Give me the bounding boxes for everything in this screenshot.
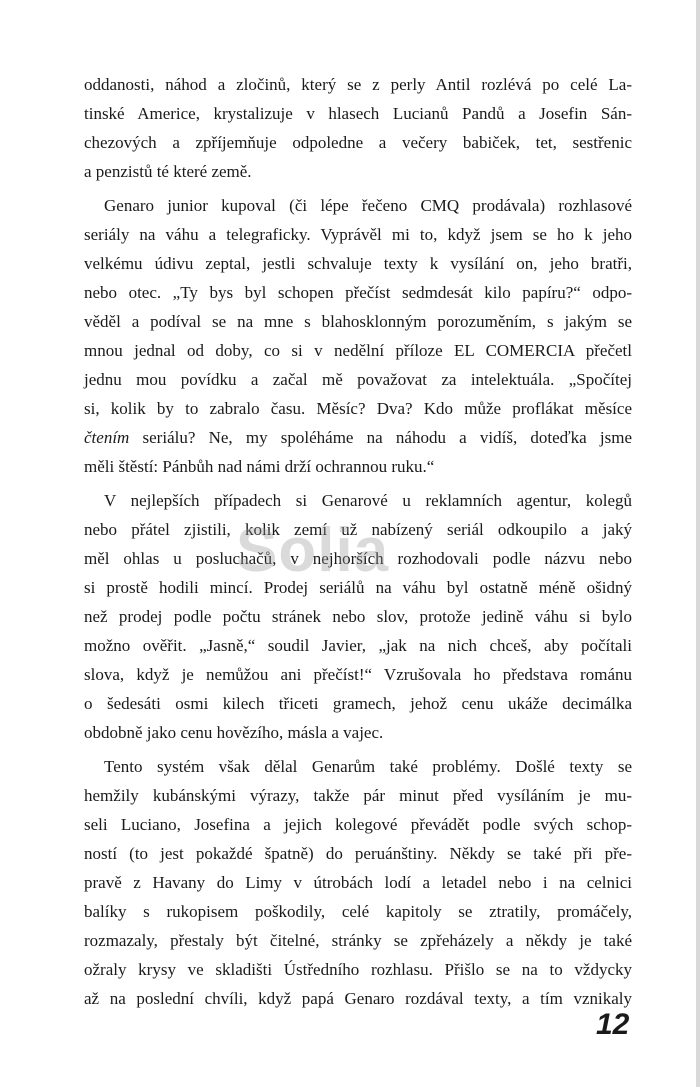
paragraph xyxy=(84,486,632,747)
text-line: věděl a podíval se na mne s blahosklonným porozuměním, s jakým se xyxy=(84,312,632,331)
text-line: tinské Americe, krystalizuje v hlasech Lucianů Pandů a Josefin Sán- xyxy=(84,104,632,123)
book-page-text xyxy=(84,70,632,1018)
text-line: velkému údivu zeptal, jestli schvaluje texty k vysílání on, jeho bratři, xyxy=(84,254,632,273)
text-line: mnou jednal od doby, co si v nedělní příloze EL COMERCIA přečetl xyxy=(84,341,632,360)
watermark-text: Solia xyxy=(236,516,390,585)
text-line: měl ohlas u posluchačů, v nejhorších rozhodovali podle názvu nebo xyxy=(84,549,632,568)
text-line: balíky s rukopisem poškodily, celé kapitoly se ztratily, promáčely, xyxy=(84,902,632,921)
page-number: 12 xyxy=(596,1008,630,1041)
text-line: až na poslední chvíli, když papá Genaro rozdával texty, a tím vznikaly xyxy=(84,989,632,1008)
text-line: nebo přátel zjistili, kolik zemí už nabízený seriál odkoupilo a jaký xyxy=(84,520,632,539)
text-line: Genaro junior kupoval (či lépe řečeno CMQ prodávala) rozhlasové xyxy=(104,196,632,215)
text-line: slova, když je nemůžou ani přečíst!“ Vzrušovala ho představa románu xyxy=(84,665,632,684)
text-line: si, kolik by to zabralo času. Měsíc? Dva? Kdo může proflákat měsíce xyxy=(84,399,632,418)
text-line: si prostě hodili mincí. Prodej seriálů na váhu byl ostatně méně ošidný xyxy=(84,578,632,597)
text-line: o šedesáti osmi kilech třiceti gramech, jehož cenu ukáže decimálka xyxy=(84,694,632,713)
text-line: nebo otec. „Ty bys byl schopen přečíst sedmdesát kilo papíru?“ odpo- xyxy=(84,283,632,302)
text-line: měli štěstí: Pánbůh nad námi drží ochrannou ruku.“ xyxy=(84,457,435,476)
text-line: rozmazaly, přestaly být čitelné, stránky se zpřeházely a někdy je také xyxy=(84,931,632,950)
text-line: jednu mou povídku a začal mě považovat za intelektuála. „Spočítej xyxy=(84,370,632,389)
text-line: chezových a zpříjemňuje odpoledne a večery babiček, tet, sestřenic xyxy=(84,133,632,152)
text-line: a penzistů té které země. xyxy=(84,162,252,181)
text-line: seriály na váhu a telegraficky. Vyprávěl mi to, když jsem se ho k jeho xyxy=(84,225,632,244)
text-line: obdobně jako cenu hovězího, másla a vajec. xyxy=(84,723,384,742)
text-line: čtením seriálu? Ne, my spoléháme na náhodu a vidíš, doteďka jsme xyxy=(84,428,632,447)
text-line: V nejlepších případech si Genarové u reklamních agentur, kolegů xyxy=(104,491,632,510)
text-line: ností (to jest pokaždé špatně) do peruánštiny. Někdy se také při pře- xyxy=(84,844,632,863)
text-line: seli Luciano, Josefina a jejich kolegové převádět podle svých schop- xyxy=(84,815,632,834)
text-line: Tento systém však dělal Genarům také problémy. Došlé texty se xyxy=(104,757,632,776)
text-line: pravě z Havany do Limy v útrobách lodí a letadel nebo i na celnici xyxy=(84,873,632,892)
text-line: ožraly krysy ve skladišti Ústředního rozhlasu. Přišlo se na to vždycky xyxy=(84,960,632,979)
text-line: hemžily kubánskými výrazy, takže pár minut před vysíláním je mu- xyxy=(84,786,632,805)
page-edge xyxy=(696,0,700,1087)
text-line: možno ověřit. „Jasně,“ soudil Javier, „jak na nich chceš, aby počítali xyxy=(84,636,632,655)
text-line: než prodej podle počtu stránek nebo slov, protože jedině váhu si bylo xyxy=(84,607,632,626)
paragraph xyxy=(84,191,632,481)
text-line: oddanosti, náhod a zločinů, který se z perly Antil rozlévá po celé La- xyxy=(84,75,632,94)
paragraph xyxy=(84,70,632,186)
paragraph xyxy=(84,752,632,1013)
